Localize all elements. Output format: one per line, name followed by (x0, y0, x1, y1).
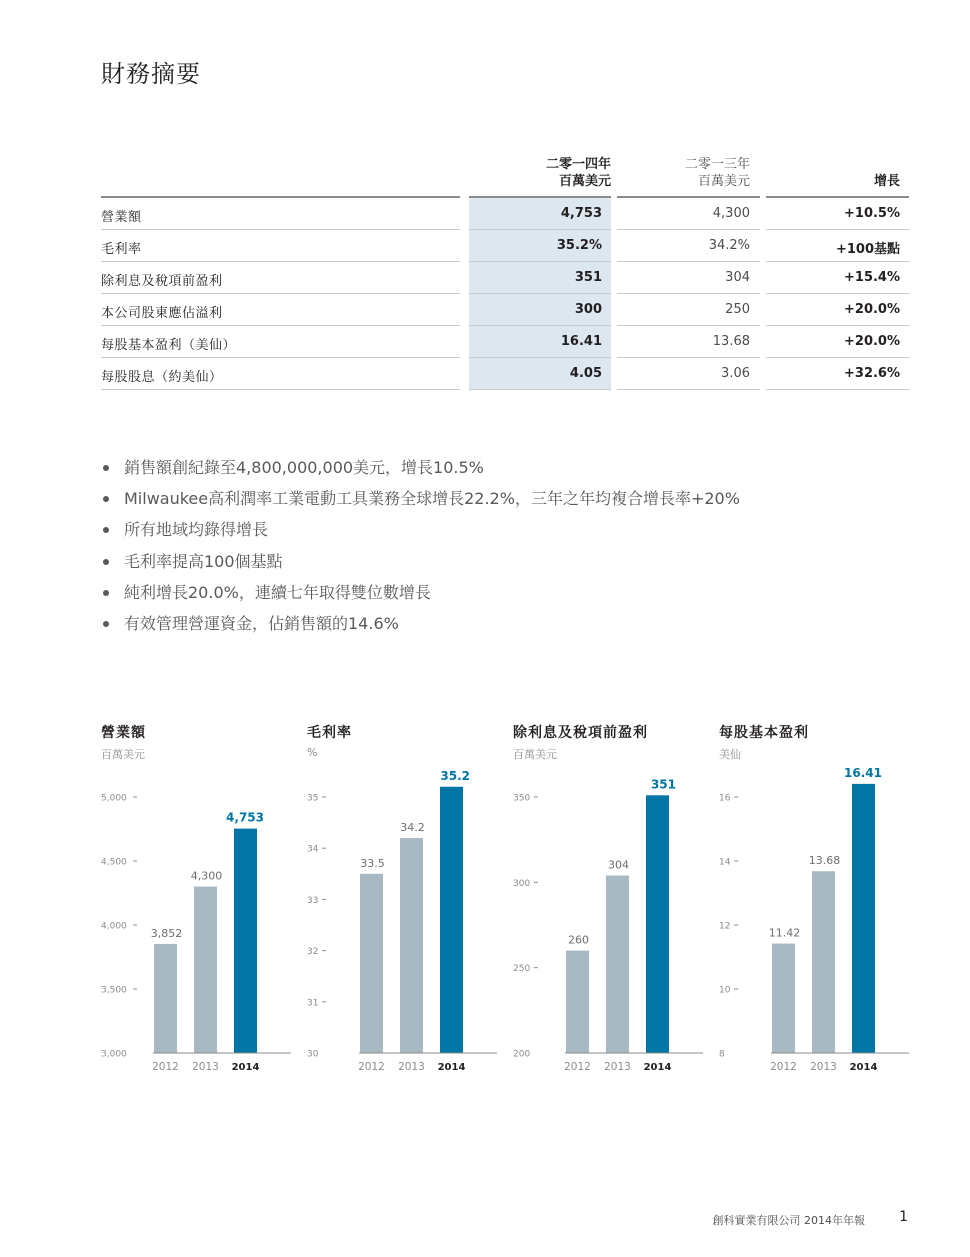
y-tick-label: 4,500 (101, 857, 127, 868)
data-label: 351 (650, 777, 676, 792)
bar-2014 (646, 795, 669, 1053)
y-tick-label: 3,500 (101, 985, 127, 996)
bar-2013 (812, 871, 835, 1053)
list-item: 銷售額創紀錄至4,800,000,000美元，增長10.5% (101, 456, 740, 487)
table-row (101, 294, 909, 326)
data-label: 35.2 (440, 768, 470, 783)
highlights-list (101, 456, 740, 643)
x-tick-label: 2013 (192, 1061, 219, 1073)
x-tick-label: 2012 (358, 1061, 385, 1073)
row-label: 本公司股東應佔溢利 (101, 306, 223, 321)
bar-2013 (194, 887, 217, 1053)
x-tick-label: 2014 (231, 1062, 260, 1073)
chart-title: 營業額 (101, 725, 146, 741)
table-row (101, 262, 909, 294)
value-2013: 4,300 (712, 206, 750, 221)
list-item: 有效管理營運資金，佔銷售額的14.6% (101, 612, 740, 643)
y-tick-label: 31 (307, 998, 319, 1009)
chart-unit: 美仙 (719, 748, 741, 761)
value-2013: 250 (725, 302, 750, 317)
value-growth: +32.6% (844, 366, 900, 381)
bar-2013 (400, 838, 423, 1053)
x-tick-label: 2014 (643, 1062, 672, 1073)
chart-title: 除利息及稅項前盈利 (513, 725, 648, 741)
bar-2014 (440, 787, 463, 1053)
value-2013: 304 (725, 270, 750, 285)
table-row (101, 326, 909, 358)
value-growth: +10.5% (844, 206, 900, 221)
y-tick-label: 12 (719, 921, 731, 932)
x-tick-label: 2012 (770, 1061, 797, 1073)
x-tick-label: 2013 (398, 1061, 425, 1073)
y-tick-label: 10 (719, 985, 731, 996)
bar-2014 (852, 784, 875, 1053)
value-growth: +15.4% (844, 270, 900, 285)
bar-2014 (234, 829, 257, 1053)
header-growth: 增長 (873, 174, 900, 189)
data-label: 33.5 (360, 856, 385, 870)
row-label: 每股基本盈利（美仙） (101, 338, 237, 353)
x-tick-label: 2013 (604, 1061, 631, 1073)
table-row (101, 230, 909, 262)
value-2014: 4.05 (569, 366, 602, 381)
y-tick-label: 300 (513, 878, 531, 889)
list-item: Milwaukee高利潤率工業電動工具業務全球增長22.2%，三年之年均複合增長率+20% (101, 487, 740, 518)
value-growth: +20.0% (844, 334, 900, 349)
page-title: 財務摘要 (101, 60, 201, 88)
y-tick-label: 33 (307, 895, 319, 906)
y-tick-label: 350 (513, 793, 531, 804)
chart-title: 每股基本盈利 (719, 725, 809, 741)
data-label: 16.41 (844, 765, 882, 780)
y-tick-label: 16 (719, 793, 731, 804)
row-label: 除利息及稅項前盈利 (101, 274, 223, 289)
data-label: 11.42 (768, 926, 801, 940)
chart-unit: 百萬美元 (513, 748, 557, 761)
data-label: 304 (608, 858, 629, 872)
y-tick-label: 30 (307, 1049, 319, 1060)
y-tick-label: 35 (307, 793, 319, 804)
x-tick-label: 2012 (564, 1061, 591, 1073)
chart-svg (307, 722, 507, 1082)
value-2014: 351 (574, 270, 602, 285)
data-label: 3,852 (150, 926, 183, 940)
value-2014: 300 (574, 302, 602, 317)
value-2013: 3.06 (721, 366, 750, 381)
row-label: 每股股息（約美仙） (101, 370, 223, 385)
chart-revenue (101, 722, 301, 1082)
data-label: 34.2 (400, 820, 425, 834)
x-tick-label: 2013 (810, 1061, 837, 1073)
table-row (101, 198, 909, 230)
data-label: 13.68 (808, 854, 841, 868)
value-growth: +20.0% (844, 302, 900, 317)
row-label: 毛利率 (101, 242, 142, 257)
chart-unit: % (307, 746, 318, 759)
y-tick-label: 14 (719, 857, 731, 868)
bar-2012 (154, 944, 177, 1053)
row-label: 營業額 (101, 210, 142, 225)
page-number: 1 (899, 1209, 908, 1225)
x-tick-label: 2014 (437, 1062, 466, 1073)
y-tick-label: 200 (513, 1049, 531, 1060)
value-2013: 13.68 (712, 334, 750, 349)
table-row (101, 358, 909, 390)
y-tick-label: 4,000 (101, 921, 127, 932)
chart-gross-margin (307, 722, 507, 1082)
value-2014: 16.41 (560, 334, 602, 349)
value-2014: 35.2% (556, 238, 602, 253)
header-2014: 二零一四年 百萬美元 (545, 157, 611, 189)
y-tick-label: 3,000 (101, 1049, 127, 1060)
chart-unit: 百萬美元 (101, 748, 145, 761)
header-2013: 二零一三年 百萬美元 (684, 157, 750, 189)
y-tick-label: 34 (307, 844, 319, 855)
data-label: 260 (568, 933, 589, 947)
y-tick-label: 250 (513, 964, 531, 975)
chart-svg (513, 722, 713, 1082)
x-tick-label: 2012 (152, 1061, 179, 1073)
chart-svg (719, 722, 919, 1082)
list-item: 純利增長20.0%，連續七年取得雙位數增長 (101, 581, 740, 612)
bar-2013 (606, 876, 629, 1053)
list-item: 毛利率提高100個基點 (101, 550, 740, 581)
chart-eps (719, 722, 919, 1082)
bar-2012 (566, 951, 589, 1053)
value-2014: 4,753 (560, 206, 602, 221)
chart-ebit (513, 722, 713, 1082)
value-growth: +100基點 (835, 242, 900, 257)
value-2013: 34.2% (708, 238, 750, 253)
y-tick-label: 5,000 (101, 793, 127, 804)
bar-2012 (772, 944, 795, 1053)
data-label: 4,300 (190, 869, 223, 883)
y-tick-label: 8 (719, 1049, 725, 1060)
list-item: 所有地域均錄得增長 (101, 518, 740, 549)
y-tick-label: 32 (307, 947, 319, 958)
data-label: 4,753 (226, 810, 264, 825)
x-tick-label: 2014 (849, 1062, 878, 1073)
footer-text: 創科實業有限公司 2014年年報 (712, 1214, 865, 1227)
bar-2012 (360, 874, 383, 1053)
chart-svg (101, 722, 301, 1082)
chart-title: 毛利率 (307, 725, 352, 741)
